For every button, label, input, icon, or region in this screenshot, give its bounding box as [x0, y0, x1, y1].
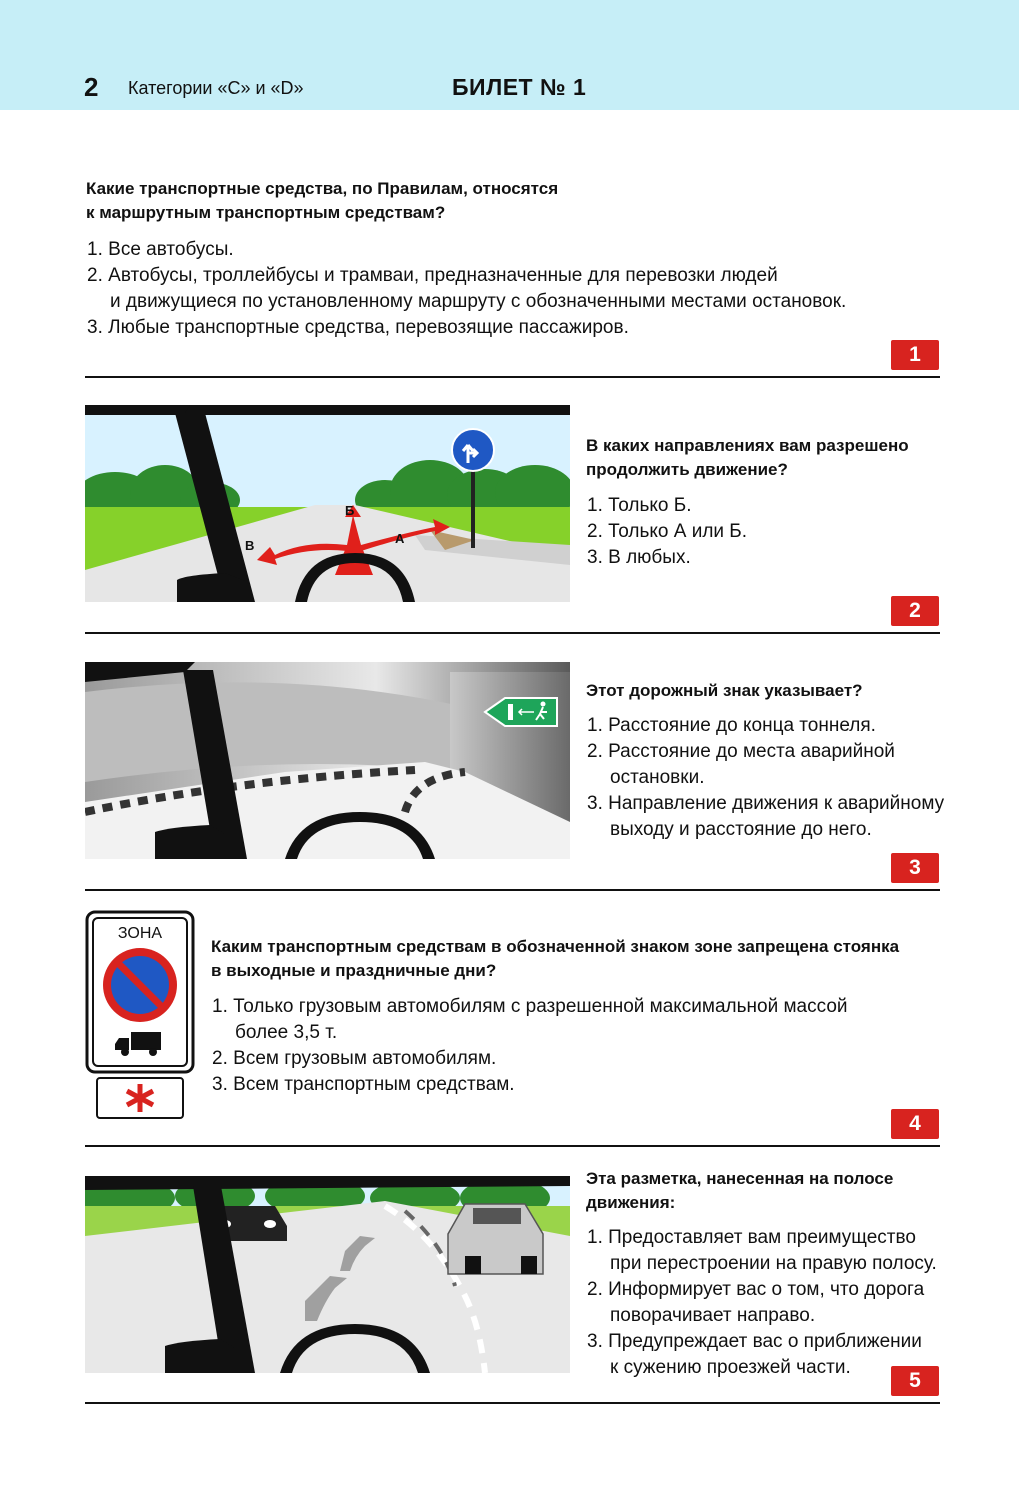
label-v: В [245, 538, 255, 553]
question-2-title: В каких направлениях вам разрешено продолжить движение? [586, 436, 909, 479]
answer-option[interactable]: 1. Только грузовым автомобилям с разрешенной максимальной массой более 3,5 т. [212, 996, 848, 1043]
answer-option[interactable]: 3. Любые транспортные средства, перевозящие пассажиров. [87, 317, 629, 338]
divider [85, 1402, 940, 1404]
divider [85, 632, 940, 634]
ticket-title: БИЛЕТ № 1 [452, 74, 587, 100]
answer-option[interactable]: 3. Направление движения к аварийному выходу и расстояние до него. [587, 793, 945, 840]
sign-zone-label: ЗОНА [117, 925, 163, 942]
question-number-badge: 5 [891, 1366, 939, 1396]
question-3-answers [587, 713, 947, 843]
answer-option[interactable]: 1. Предоставляет вам преимущество при перестроении на правую полосу. [587, 1227, 937, 1274]
page-header [0, 0, 1019, 110]
answer-option[interactable]: 3. В любых. [587, 547, 691, 568]
tunnel-illustration [85, 662, 570, 859]
question-1-title: Какие транспортные средства, по Правилам, относятся к маршрутным транспортным средствам? [86, 179, 559, 222]
question-4-answers [212, 994, 912, 1098]
answer-option[interactable]: 2. Автобусы, троллейбусы и трамваи, предназначенные для перевозки людей и движущиеся по установленному маршруту с обозначенными местами остановок. [87, 265, 847, 312]
question-number-badge: 3 [891, 853, 939, 883]
question-5-answers [587, 1225, 947, 1381]
answer-option[interactable]: 2. Всем грузовым автомобилям. [212, 1048, 497, 1069]
question-5-title: Эта разметка, нанесенная на полосе движения: [586, 1169, 894, 1212]
answer-option[interactable]: 3. Предупреждает вас о приближении к сужению проезжей части. [587, 1331, 922, 1378]
divider [85, 889, 940, 891]
label-b: Б [345, 503, 355, 518]
answer-option[interactable]: 2. Расстояние до места аварийной остановки. [587, 741, 895, 788]
answer-option[interactable]: 3. Всем транспортным средствам. [212, 1074, 515, 1095]
label-a: А [395, 531, 405, 546]
page-number: 2 [84, 72, 99, 102]
question-number-badge: 4 [891, 1109, 939, 1139]
answer-option[interactable]: 1. Только Б. [587, 495, 692, 516]
category-label: Категории «C» и «D» [128, 78, 304, 98]
answer-option[interactable]: 2. Только А или Б. [587, 521, 748, 542]
question-2-answers [587, 493, 937, 571]
divider [85, 1145, 940, 1147]
answer-option[interactable]: 1. Все автобусы. [87, 239, 234, 260]
question-3-title: Этот дорожный знак указывает? [586, 681, 863, 700]
divider [85, 376, 940, 378]
intersection-illustration [85, 405, 570, 602]
answer-option[interactable]: 2. Информирует вас о том, что дорога поворачивает направо. [587, 1279, 925, 1326]
answer-option[interactable]: 1. Расстояние до конца тоннеля. [587, 715, 876, 736]
question-1-answers [87, 237, 917, 341]
question-4-title: Каким транспортным средствам в обозначенной знаком зоне запрещена стоянка в выходные и праздничные дни? [211, 937, 900, 980]
question-number-badge: 2 [891, 596, 939, 626]
question-number-badge: 1 [891, 340, 939, 370]
zone-no-parking-sign [85, 910, 195, 1122]
car-ahead [448, 1204, 543, 1274]
road-marking-illustration [85, 1176, 570, 1373]
